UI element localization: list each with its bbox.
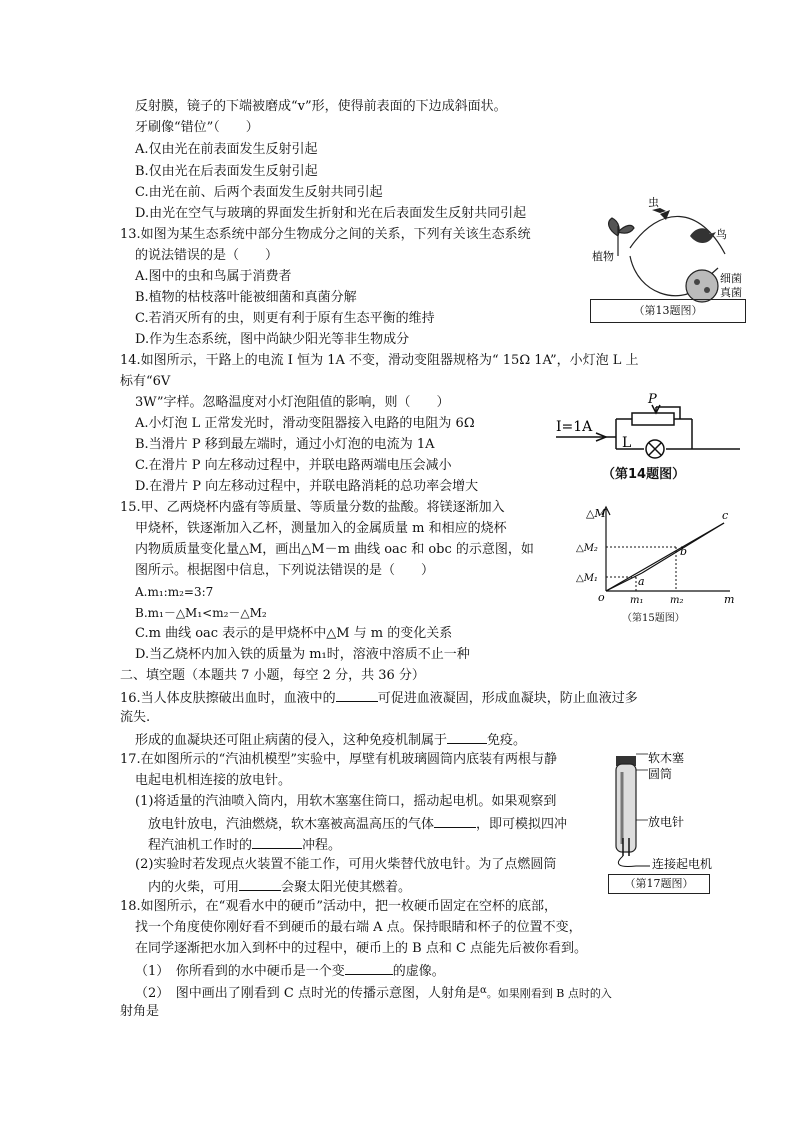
y-axis-label: △M bbox=[586, 507, 606, 520]
text: 冲程。 bbox=[302, 838, 342, 853]
text: ，即可模拟四冲 bbox=[476, 817, 568, 832]
text-line bbox=[148, 877, 411, 897]
section-heading: 二、填空题（本题共 7 小题，每空 2 分，共 36 分） bbox=[120, 668, 425, 683]
option-c: C.由光在前、后两个表面发生反射共同引起 bbox=[135, 185, 383, 200]
question-17: 17.在如图所示的“汽油机模型”实验中，厚壁有机玻璃圆筒内底装有两根与静 bbox=[120, 752, 557, 767]
option-c: C.m 曲线 oac 表示的是甲烧杯中△M 与 m 的变化关系 bbox=[135, 626, 453, 641]
m1-label: m₁ bbox=[630, 595, 644, 606]
option-a: A.小灯泡 L 正常发光时，滑动变阻器接入电路的电阻为 6Ω bbox=[135, 416, 475, 431]
circuit-wires bbox=[616, 419, 740, 449]
text: 程汽油机工作时的 bbox=[148, 838, 253, 853]
text-line: 流失. bbox=[120, 710, 151, 725]
alpha-symbol: α bbox=[479, 985, 487, 996]
engine-model-diagram bbox=[608, 748, 758, 872]
option-d: D.当乙烧杯内加入铁的质量为 m₁时，溶液中溶质不止一种 bbox=[135, 647, 470, 662]
option-b: B.植物的枯枝落叶能被细菌和真菌分解 bbox=[135, 290, 357, 305]
option-d: D.由光在空气与玻璃的界面发生折射和光在后表面发生反射共同引起 bbox=[135, 206, 527, 221]
bacteria-dot bbox=[694, 279, 700, 285]
question-16 bbox=[120, 688, 638, 708]
answer-blank[interactable] bbox=[447, 730, 487, 744]
x-axis-label: m bbox=[724, 593, 735, 606]
question-14-stem: 3W”字样。忽略温度对小灯泡阻值的影响，则（ ） bbox=[135, 395, 450, 410]
cylinder-label: 圆筒 bbox=[648, 767, 673, 781]
text: 形成的血凝块还可阻止病菌的侵入，这种免疫机制属于 bbox=[135, 733, 448, 748]
text: 可促进血液凝固，形成血凝块，防止血液过多 bbox=[377, 691, 638, 706]
leader-lines bbox=[636, 754, 648, 820]
question-14: 14.如图所示，干路上的电流 I 恒为 1A 不变，滑动变阻器规格为“ 15Ω 1A”，小灯泡 L 上 bbox=[120, 353, 639, 368]
needle-label: 放电针 bbox=[648, 815, 685, 829]
text-line bbox=[135, 730, 526, 750]
dm1-label: △M₁ bbox=[576, 573, 598, 584]
bacteria-dot bbox=[704, 287, 710, 293]
rheostat bbox=[632, 413, 674, 425]
text-line: 标有“6V bbox=[120, 374, 171, 389]
cylinder bbox=[616, 764, 636, 852]
text: 。如果刚看到 B 点时的入 bbox=[486, 987, 612, 1000]
question-18: 18.如图所示，在“观看水中的硬币”活动中，把一枚硬币固定在空杯的底部， bbox=[120, 899, 557, 914]
wire bbox=[618, 856, 650, 867]
text-line bbox=[148, 814, 567, 834]
option-c: C.在滑片 P 向左移动过程中，并联电路两端电压会减小 bbox=[135, 458, 452, 473]
figure-caption: （第14题图） bbox=[602, 467, 686, 482]
answer-blank[interactable] bbox=[239, 877, 281, 891]
origin-label: o bbox=[598, 591, 605, 604]
point-c-label: c bbox=[722, 509, 729, 522]
text: （2） 图中画出了刚看到 C 点时光的传播示意图，人射角是 bbox=[135, 986, 480, 1001]
current-label: I=1A bbox=[556, 419, 593, 435]
point-b-label: b bbox=[680, 545, 688, 558]
question-13: 13.如图为某生态系统中部分生物成分之间的关系，下列有关该生态系统 bbox=[120, 227, 531, 242]
option-d: D.作为生态系统，图中尚缺少阳光等非生物成分 bbox=[135, 332, 410, 347]
figure-14 bbox=[556, 393, 746, 485]
bird-icon bbox=[690, 228, 716, 243]
figure-17 bbox=[608, 748, 758, 894]
answer-blank[interactable] bbox=[345, 961, 393, 975]
text-line: 内物质质量变化量△M，画出△M－m 曲线 oac 和 obc 的示意图，如 bbox=[135, 542, 534, 557]
question-15: 15.甲、乙两烧杯内盛有等质量、等质量分数的盐酸。将镁逐渐加入 bbox=[120, 500, 505, 515]
bacteria-icon bbox=[686, 270, 718, 302]
m2-label: m₂ bbox=[670, 595, 684, 606]
bird-label: 鸟 bbox=[716, 228, 727, 241]
text: （1） 你所看到的水中硬币是一个变 bbox=[135, 964, 345, 979]
text-line: 在同学逐渐把水加入到杯中的过程中，硬币上的 B 点和 C 点能先后被你看到。 bbox=[135, 941, 588, 956]
option-a: A.仅由光在前表面发生反射引起 bbox=[135, 142, 318, 157]
question-15-stem: 图所示。根据图中信息，下列说法错误的是（ ） bbox=[135, 563, 435, 578]
text: 16.当人体皮肤擦破出血时，血液中的 bbox=[120, 691, 336, 706]
dm2-label: △M₂ bbox=[576, 543, 598, 554]
figure-caption: （第13题图） bbox=[590, 299, 746, 323]
text-line: 电起电机相连接的放电针。 bbox=[135, 773, 292, 788]
text: 的虚像。 bbox=[392, 964, 445, 979]
answer-blank[interactable] bbox=[336, 688, 378, 702]
curve-oa bbox=[606, 573, 642, 591]
sub-question: (2)实验时若发现点火装置不能工作，可用火柴替代放电针。为了点燃圆筒 bbox=[135, 857, 557, 872]
slider-label: P bbox=[648, 393, 657, 407]
text: 免疫。 bbox=[487, 733, 527, 748]
figure-15 bbox=[572, 505, 742, 625]
lamp-label: L bbox=[622, 435, 632, 451]
question-stem: 牙刷像“错位”（ ） bbox=[135, 120, 259, 135]
sub-question: (1)将适量的汽油喷入筒内，用软木塞塞住筒口，摇动起电机。如果观察到 bbox=[135, 794, 557, 809]
option-b: B.m₁－△M₁<m₂－△M₂ bbox=[135, 606, 267, 620]
option-b: B.当滑片 P 移到最左端时，通过小灯泡的电流为 1A bbox=[135, 437, 435, 452]
plant-label: 植物 bbox=[592, 250, 614, 263]
sub-question bbox=[135, 982, 612, 1003]
answer-blank[interactable] bbox=[252, 835, 302, 849]
bacteria-label: 细菌 bbox=[720, 272, 742, 285]
sub-question bbox=[135, 961, 445, 981]
text-line: 甲烧杯，铁逐渐加入乙杯，测量加入的金属质量 m 和相应的烧杯 bbox=[135, 521, 507, 536]
option-a: A.图中的虫和鸟属于消费者 bbox=[135, 269, 292, 284]
text-line: 反射膜，镜子的下端被磨成“v”形，使得前表面的下边成斜面状。 bbox=[135, 99, 507, 114]
generator-label: 连接起电机 bbox=[652, 857, 713, 871]
option-b: B.仅由光在后表面发生反射引起 bbox=[135, 164, 318, 179]
option-d: D.在滑片 P 向左移动过程中，并联电路消耗的总功率会增大 bbox=[135, 479, 479, 494]
bug-label: 虫 bbox=[648, 196, 659, 209]
cork-label: 软木塞 bbox=[648, 751, 685, 765]
figure-caption: （第17题图） bbox=[608, 874, 710, 894]
point-a-label: a bbox=[638, 575, 645, 588]
fungi-label: 真菌 bbox=[720, 286, 742, 299]
text: 内的火柴，可用 bbox=[148, 880, 240, 895]
text-line bbox=[148, 835, 341, 855]
option-a: A.m₁:m₂=3:7 bbox=[135, 585, 214, 599]
text: 会聚太阳光使其燃着。 bbox=[281, 880, 412, 895]
text-line: 找一个角度使你刚好看不到硬币的最右端 A 点。保持眼睛和杯子的位置不变， bbox=[135, 920, 582, 935]
figure-13 bbox=[590, 196, 750, 326]
answer-blank[interactable] bbox=[434, 814, 476, 828]
text: 放电针放电，汽油燃烧，软木塞被高温高压的气体 bbox=[148, 817, 435, 832]
mass-change-graph bbox=[572, 505, 742, 625]
text-line: 射角是 bbox=[120, 1004, 160, 1019]
figure-caption: （第15题图） bbox=[622, 613, 685, 624]
option-c: C.若消灭所有的虫，则更有利于原有生态平衡的维持 bbox=[135, 311, 435, 326]
question-13-stem: 的说法错误的是（ ） bbox=[135, 248, 279, 263]
